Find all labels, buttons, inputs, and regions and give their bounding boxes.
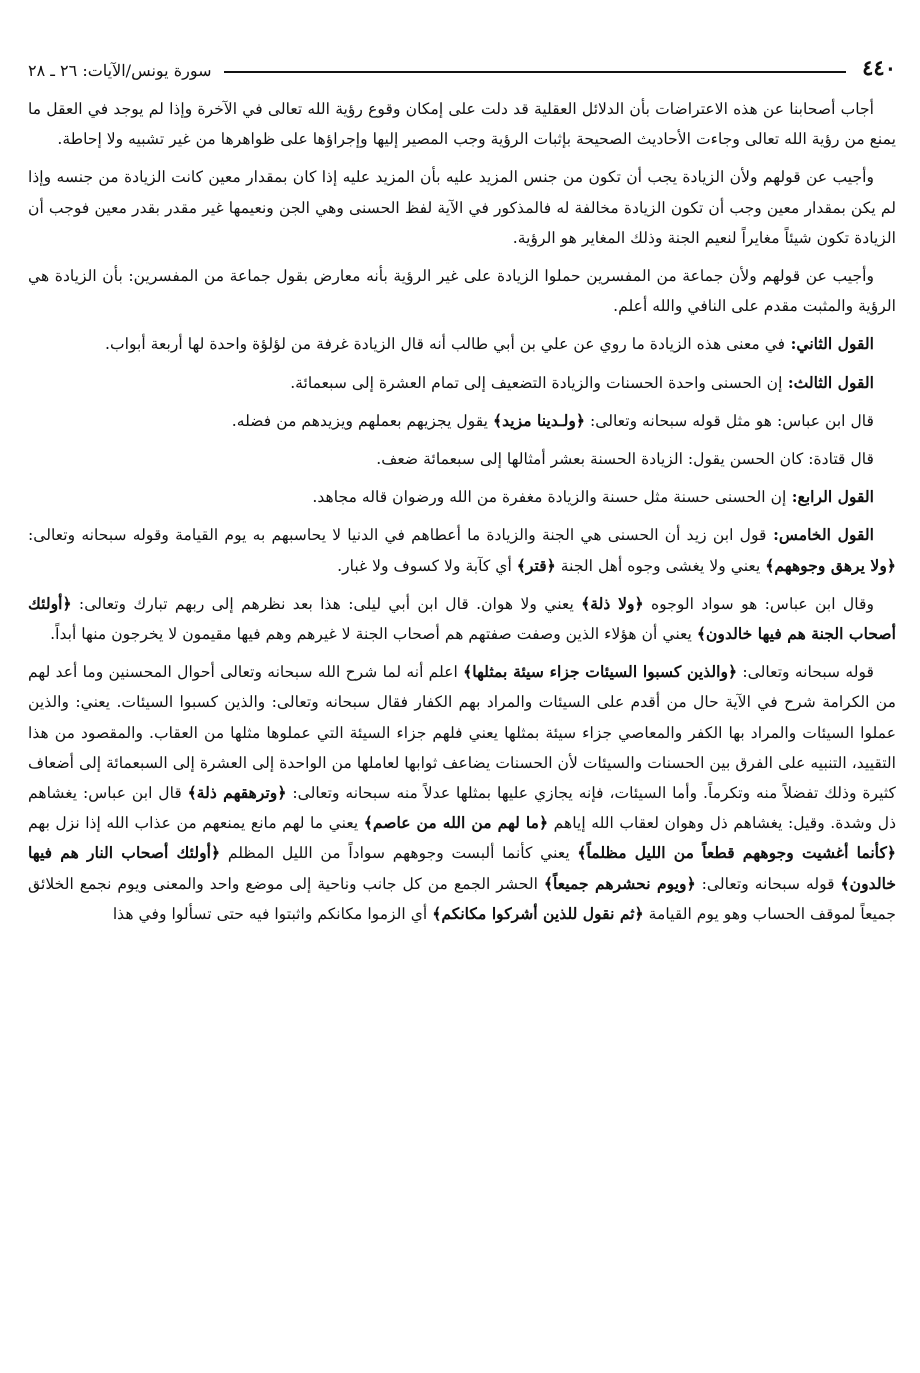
- quran-quote: ﴿أولئك أصحاب النار هم فيها خالدون﴾: [28, 843, 896, 893]
- quran-quote: ﴿ويوم نحشرهم جميعاً﴾: [543, 873, 696, 893]
- paragraph: [28, 657, 896, 929]
- body-text: قال قتادة: كان الحسن يقول: الزيادة الحسنة بعشر أمثالها إلى سبعمائة ضعف.: [376, 450, 874, 469]
- body-text: أجاب أصحابنا عن هذه الاعتراضات بأن الدلائل العقلية قد دلت على إمكان وقوع رؤية الله تعالى في الآخرة وإذا لم يوجد في العقل ما يمنع من رؤية الله تعالى وجاءت الأحاديث الصحيحة بإثبات الرؤية وجب المصير إليها وإجراؤها على ظواهرها من غير تشبيه ولا إحاطة.: [28, 100, 896, 149]
- section-label: القول الثاني:: [785, 334, 874, 354]
- body-text: يعني كأنما ألبست وجوههم سواداً من الليل المظلم: [220, 844, 578, 863]
- body-text: قوله سبحانه وتعالى:: [737, 663, 874, 682]
- body-text: اعلم أنه لما شرح الله سبحانه وتعالى أحوال المحسنين وما أعد لهم من الكرامة شرح في الآية حال من أقدم على السيئات والمراد بهم الكفار فقال سبحانه وتعالى: والذين كسبوا السيئات. يعني: والذين عملوا السيئات والمراد بها الكفر والمعاصي جزاء سيئة بمثلها يعني فلهم جزاء السيئة التي عملوها مثلها من العقاب. والمقصود من هذا التقييد، التنبيه على الفرق بين الحسنات والسيئات لأن الحسنات يضاعف ثوابها لعاملها من الواحدة إلى العشرة إلى السبعمائة إلى أضعاف كثيرة وذلك تفضلاً منه وتكرماً. وأما السيئات، فإنه يجازي عليها بمثلها عدلاً منه سبحانه وتعالى:: [28, 663, 897, 803]
- section-label: القول الرابع:: [786, 487, 874, 507]
- section-label: القول الخامس:: [766, 525, 874, 545]
- page-body: [28, 94, 896, 929]
- paragraph: [28, 482, 896, 512]
- quran-quote: ﴿ولا ذلة﴾: [581, 593, 644, 613]
- body-text: يقول يجزيهم بعملهم ويزيدهم من فضله.: [231, 411, 493, 430]
- paragraph: [28, 520, 896, 580]
- quran-quote: ﴿ولا يرهق وجوههم﴾: [765, 555, 896, 575]
- paragraph: [28, 94, 896, 154]
- section-label: القول الثالث:: [782, 372, 874, 392]
- running-title: سورة يونس/الآيات: ٢٦ ـ ٢٨: [28, 61, 212, 80]
- body-text: يعني ولا يغشى وجوه أهل الجنة: [555, 556, 766, 575]
- page-header: [28, 54, 896, 80]
- body-text: أي كآبة ولا كسوف ولا غبار.: [337, 556, 517, 575]
- quran-quote: ﴿ثم نقول للذين أشركوا مكانكم﴾: [432, 903, 644, 923]
- quran-quote: ﴿ولـدينا مزيد﴾: [492, 410, 585, 430]
- quran-quote: ﴿قتر﴾: [516, 555, 556, 575]
- body-text: يعني ما لهم مانع يمنعهم من عذاب الله إذا نزل بهم: [28, 814, 364, 833]
- body-text: قال ابن عباس: هو مثل قوله سبحانه وتعالى:: [585, 411, 874, 430]
- quran-quote: ﴿ما لهم من الله من عاصم﴾: [363, 813, 549, 833]
- quran-quote: ﴿أولئك أصحاب الجنة هم فيها خالدون﴾: [28, 593, 896, 644]
- body-text: إن الحسنى حسنة مثل حسنة والزيادة مغفرة من الله ورضوان قاله مجاهد.: [312, 488, 787, 507]
- body-text: وقال ابن عباس: هو سواد الوجوه: [643, 594, 874, 613]
- body-text: يعني ولا هوان. قال ابن أبي ليلى: هذا بعد نظرهم إلى ربهم تبارك وتعالى:: [71, 594, 582, 613]
- paragraph: [28, 406, 896, 436]
- quran-quote: ﴿والذين كسبوا السيئات جزاء سيئة بمثلها﴾: [463, 662, 738, 682]
- body-text: قال ابن عباس: يغشاهم ذل وشدة. وقيل: يغشاهم ذل وهوان لعقاب الله إياهم: [28, 784, 897, 833]
- paragraph: [28, 444, 896, 474]
- body-text: قوله سبحانه وتعالى:: [695, 874, 841, 893]
- paragraph: [28, 162, 896, 253]
- page-number: ٤٤٠: [862, 55, 896, 80]
- body-text: وأجيب عن قولهم ولأن جماعة من المفسرين حملوا الزيادة على غير الرؤية بأنه معارض بقول جماعة من المفسرين: بأن الزيادة هي الرؤية والمثبت مقدم على النافي والله أعلم.: [28, 267, 896, 316]
- body-text: إن الحسنى واحدة الحسنات والزيادة التضعيف إلى تمام العشرة إلى سبعمائة.: [290, 373, 783, 392]
- paragraph: [28, 368, 896, 398]
- quran-quote: ﴿وترهقهم ذلة﴾: [187, 783, 287, 803]
- body-text: الحشر الجمع من كل جانب وناحية إلى موضع واحد والمعنى ويوم نجمع الخلائق جميعاً لموقف الحساب وهو يوم القيامة: [28, 874, 896, 923]
- paragraph: [28, 261, 896, 321]
- paragraph: [28, 329, 896, 359]
- body-text: أي الزموا مكانكم واثبتوا فيه حتى تسألوا وفي هذا: [112, 904, 433, 923]
- body-text: وأجيب عن قولهم ولأن الزيادة يجب أن تكون من جنس المزيد عليه بأن المزيد عليه إذا كان بمقدار معين كانت الزيادة من جنسه وإذا لم يكن بمقدار معين وجب أن تكون الزيادة مخالفة له فالمذكور في الآية لفظ الحسنى وهي الجن ونعيمها غير مقدر بقدر معين فوجب أن الزيادة تكون شيئاً مغايراً لنعيم الجنة وذلك المغاير هو الرؤية.: [28, 168, 896, 247]
- header-rule: [224, 71, 847, 73]
- body-text: قول ابن زيد أن الحسنى هي الجنة والزيادة ما أعطاهم في الدنيا لا يحاسبهم به يوم القيامة وقوله سبحانه وتعالى:: [28, 526, 767, 545]
- paragraph: [28, 589, 896, 649]
- body-text: في معنى هذه الزيادة ما روي عن علي بن أبي طالب أنه قال الزيادة غرفة من لؤلؤة واحدة لها أربعة أبواب.: [105, 335, 786, 354]
- body-text: يعني أن هؤلاء الذين وصفت صفتهم هم أصحاب الجنة لا غيرهم وهم فيها مقيمون لا يخرجون منها أبداً.: [50, 625, 697, 644]
- quran-quote: ﴿كأنما أغشيت وجوههم قطعاً من الليل مظلماً﴾: [577, 843, 896, 863]
